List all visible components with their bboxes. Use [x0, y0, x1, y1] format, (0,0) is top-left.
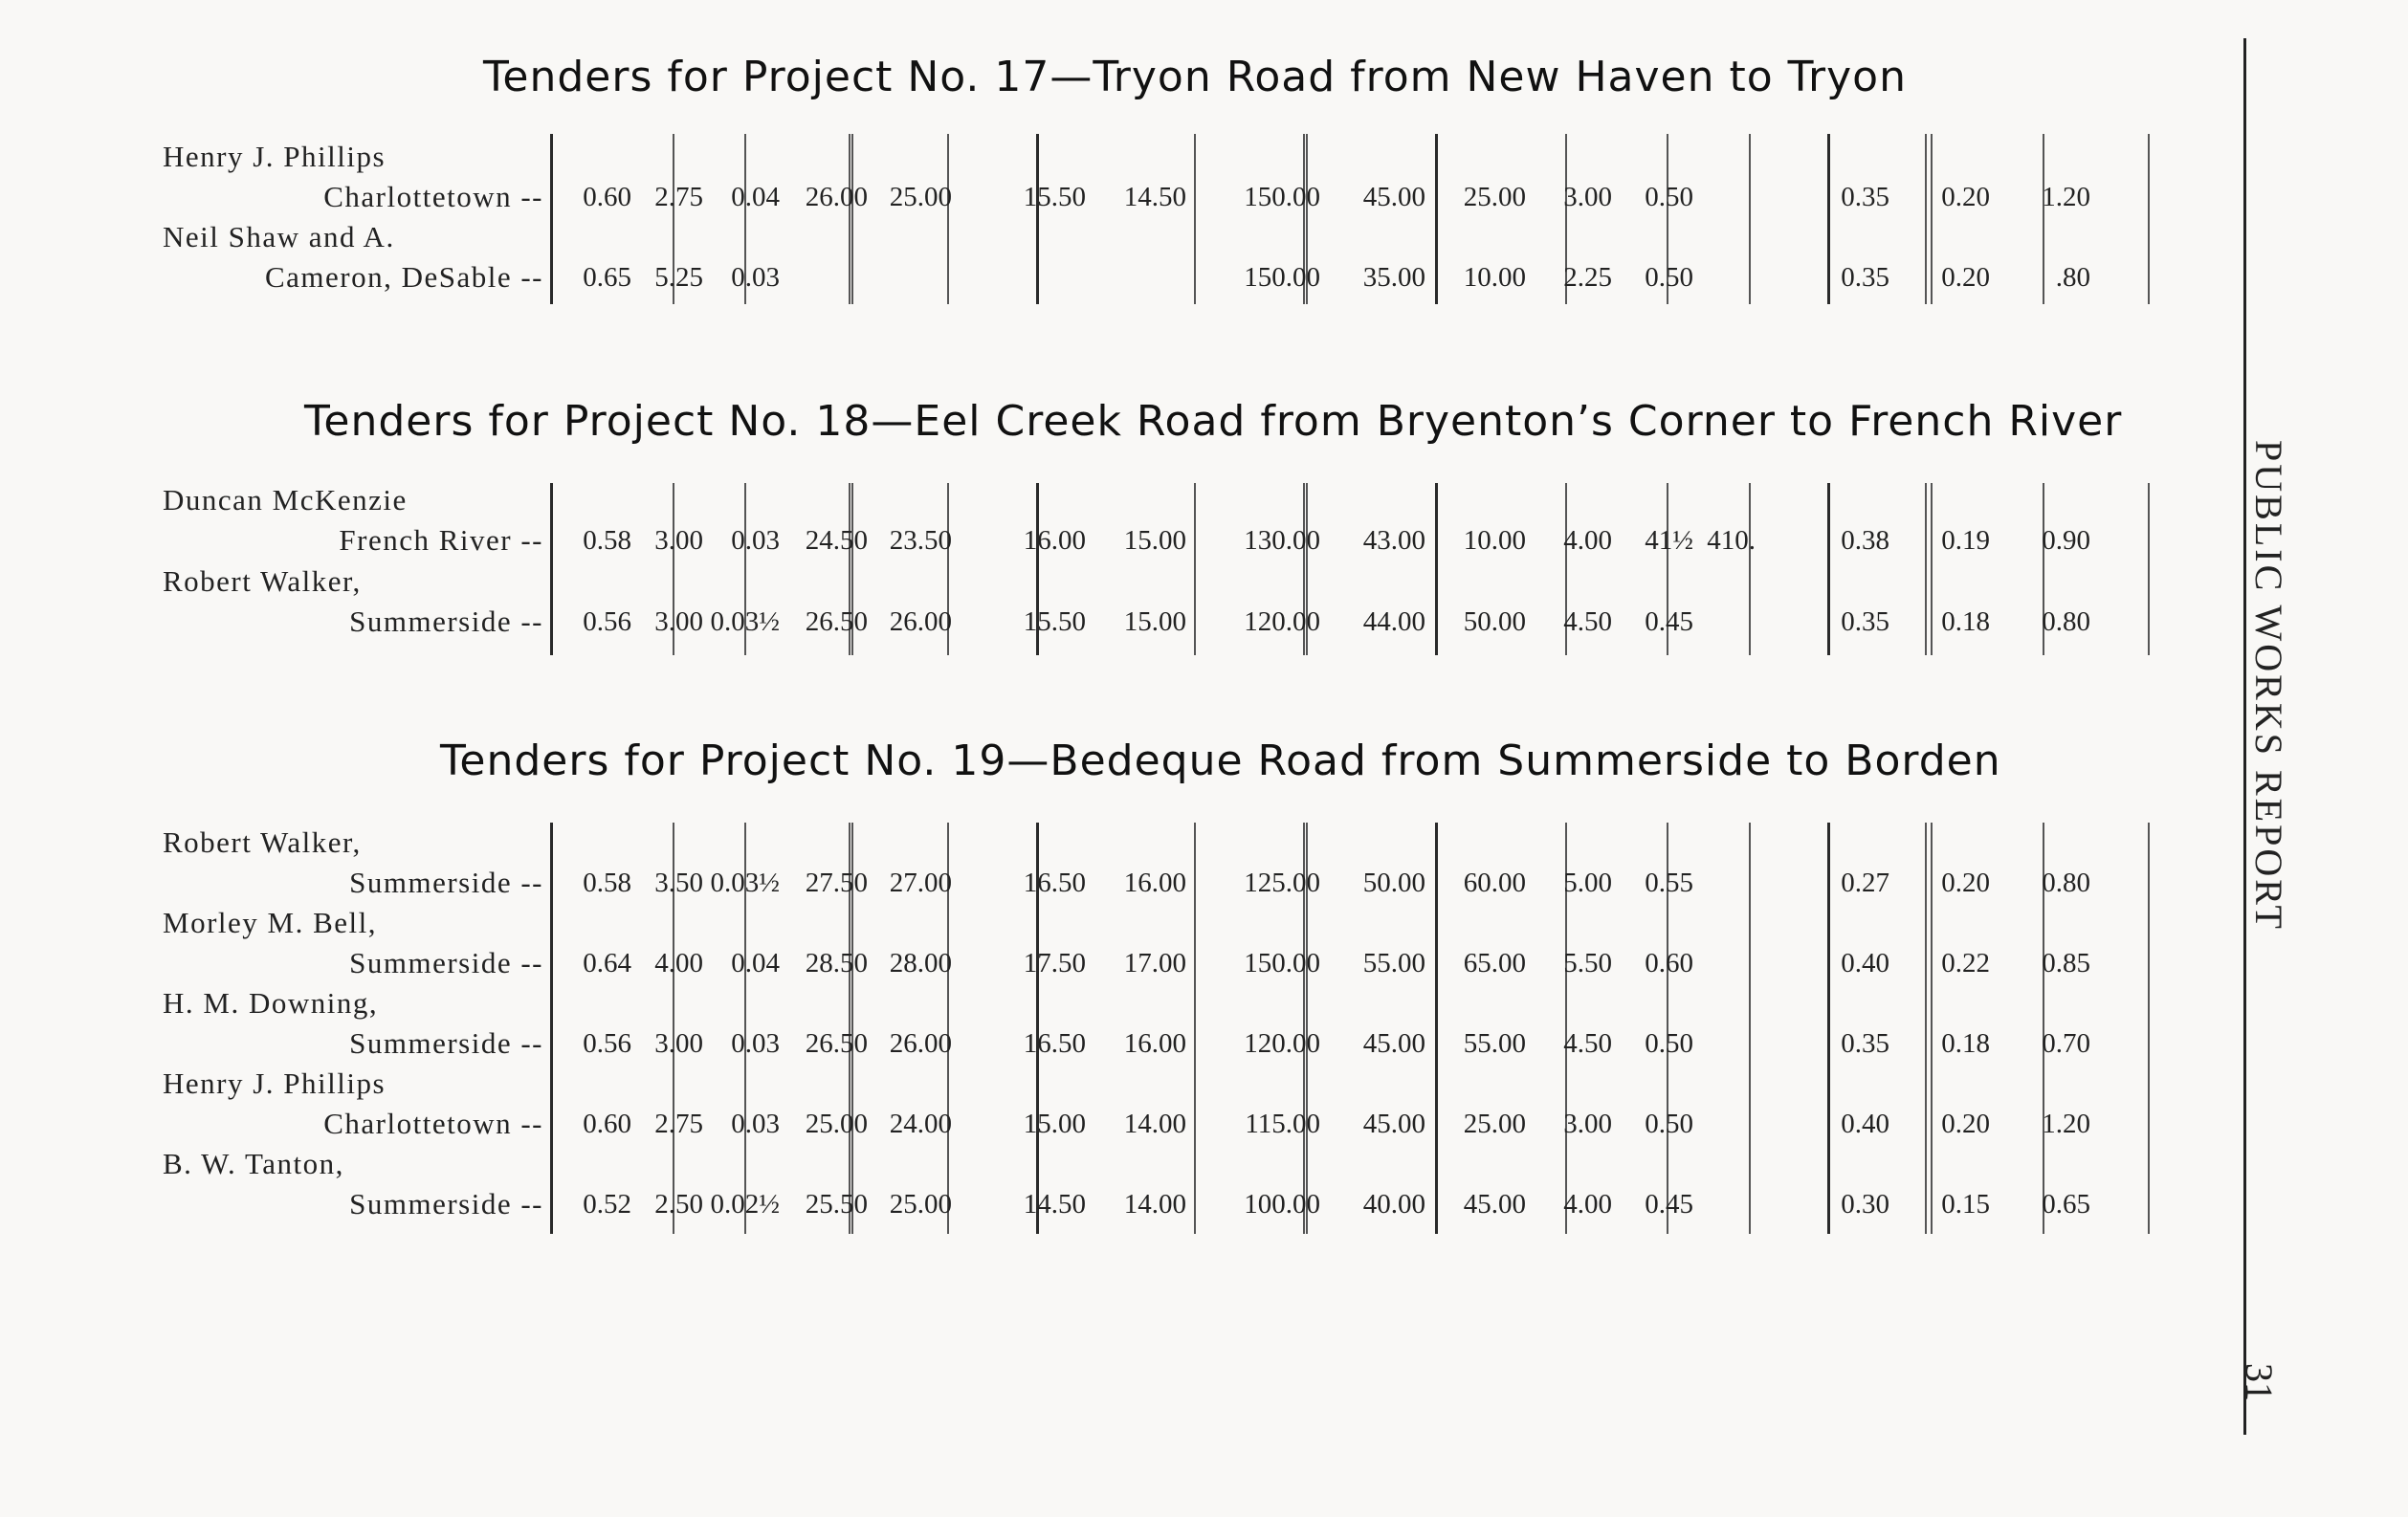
tender-value: 27.50 — [805, 868, 868, 898]
bidder-location: Summerside -- — [349, 946, 543, 979]
tender-value: 1.20 — [2042, 182, 2090, 212]
column-rule — [2148, 134, 2150, 304]
tender-value: 0.18 — [1941, 606, 1990, 637]
column-rule — [550, 134, 553, 304]
tender-value: 0.70 — [2042, 1028, 2090, 1059]
tender-value: 2.75 — [654, 182, 703, 212]
tender-value: 26.00 — [889, 606, 952, 637]
column-rule — [1435, 134, 1438, 304]
tender-value: 45.00 — [1463, 1189, 1526, 1220]
column-rule — [1194, 483, 1196, 655]
column-rule — [1749, 823, 1751, 1234]
tender-value: 24.00 — [889, 1109, 952, 1139]
column-rule — [1931, 483, 1933, 655]
tender-value: 27.00 — [889, 868, 952, 898]
tender-value: 15.00 — [1023, 1109, 1086, 1139]
column-rule — [1925, 134, 1927, 304]
tender-value: 2.50 — [654, 1189, 703, 1220]
section-title: Tenders for Project No. 17—Tryon Road from New Haven to Tryon — [483, 53, 1907, 101]
column-rule — [2148, 483, 2150, 655]
tender-value: 35.00 — [1362, 262, 1425, 293]
column-rule — [550, 483, 553, 655]
bidder-name: Henry J. Phillips — [163, 1066, 387, 1100]
tender-value: 0.50 — [1645, 1109, 1693, 1139]
tender-value: 0.35 — [1841, 1028, 1889, 1059]
tender-value: 4.50 — [1563, 606, 1612, 637]
bidder-name: Morley M. Bell, — [163, 906, 377, 939]
tender-value: 2.25 — [1563, 262, 1612, 293]
tender-value: .80 — [2055, 262, 2090, 293]
bidder-name: Robert Walker, — [163, 825, 362, 859]
bidder-name: Henry J. Phillips — [163, 140, 387, 173]
tender-value: 0.60 — [583, 182, 631, 212]
tender-value: 0.30 — [1841, 1189, 1889, 1220]
tender-value: 16.00 — [1123, 1028, 1186, 1059]
tender-value: 0.56 — [583, 1028, 631, 1059]
tender-value: 0.35 — [1841, 182, 1889, 212]
tender-value: 60.00 — [1463, 868, 1526, 898]
tender-value: 23.50 — [889, 525, 952, 556]
bidder-name: Neil Shaw and A. — [163, 220, 395, 253]
tender-value: 17.50 — [1023, 948, 1086, 978]
tender-value: 100.00 — [1244, 1189, 1320, 1220]
section-title: Tenders for Project No. 19—Bedeque Road from Summerside to Borden — [440, 737, 2001, 785]
column-rule — [1827, 823, 1830, 1234]
tender-value: 50.00 — [1362, 868, 1425, 898]
tender-value: 4.50 — [1563, 1028, 1612, 1059]
tender-value: 0.20 — [1941, 868, 1990, 898]
tender-value: 25.00 — [1463, 182, 1526, 212]
tender-value: 0.58 — [583, 868, 631, 898]
tender-value: 0.02½ — [710, 1189, 780, 1220]
tender-value: 41½ — [1645, 525, 1693, 556]
column-rule — [1435, 823, 1438, 1234]
column-rule — [1749, 134, 1751, 304]
tender-value: 150.00 — [1244, 262, 1320, 293]
tender-value: 0.85 — [2042, 948, 2090, 978]
tender-value: 5.00 — [1563, 868, 1612, 898]
tender-value: 15.50 — [1023, 606, 1086, 637]
tender-value: 3.00 — [654, 1028, 703, 1059]
tender-value: 26.00 — [889, 1028, 952, 1059]
tender-value: 25.00 — [1463, 1109, 1526, 1139]
tender-value: 16.50 — [1023, 868, 1086, 898]
tender-value: 24.50 — [805, 525, 868, 556]
bidder-name: H. M. Downing, — [163, 986, 379, 1020]
tender-value: 0.03 — [731, 525, 780, 556]
tender-value: 150.00 — [1244, 182, 1320, 212]
tender-value: 0.03 — [731, 1028, 780, 1059]
tender-value: 125.00 — [1244, 868, 1320, 898]
tender-value: 120.00 — [1244, 606, 1320, 637]
tender-value: 2.75 — [654, 1109, 703, 1139]
tender-value: 150.00 — [1244, 948, 1320, 978]
tender-value: 3.00 — [1563, 1109, 1612, 1139]
tender-value: 1.20 — [2042, 1109, 2090, 1139]
tender-value: 15.00 — [1123, 606, 1186, 637]
column-rule — [1194, 134, 1196, 304]
tender-value: 5.50 — [1563, 948, 1612, 978]
bidder-location: Cameron, DeSable -- — [264, 260, 543, 294]
tender-value: 16.00 — [1123, 868, 1186, 898]
tender-value: 4.00 — [1563, 1189, 1612, 1220]
column-rule — [1931, 134, 1933, 304]
bidder-name: Duncan McKenzie — [163, 483, 408, 517]
tender-value: 0.03½ — [710, 868, 780, 898]
tender-value: 0.22 — [1941, 948, 1990, 978]
tender-value: 40.00 — [1362, 1189, 1425, 1220]
tender-value: 0.19 — [1941, 525, 1990, 556]
report-title: PUBLIC WORKS REPORT — [2247, 440, 2290, 932]
tender-value: 0.50 — [1645, 1028, 1693, 1059]
tender-value: 26.50 — [805, 606, 868, 637]
column-rule — [1827, 134, 1830, 304]
bidder-location: Charlottetown -- — [323, 1107, 543, 1140]
column-rule — [947, 134, 949, 304]
tender-value: 28.00 — [889, 948, 952, 978]
tender-value: 50.00 — [1463, 606, 1526, 637]
tender-value: 0.03 — [731, 262, 780, 293]
tender-value: 3.50 — [654, 868, 703, 898]
tender-value: 3.00 — [654, 606, 703, 637]
tender-value: 115.00 — [1245, 1109, 1320, 1139]
tender-value: 4.00 — [654, 948, 703, 978]
column-rule — [1925, 823, 1927, 1234]
column-rule — [851, 134, 853, 304]
bidder-location: Charlottetown -- — [323, 180, 543, 213]
tender-value: 25.50 — [805, 1189, 868, 1220]
tender-value: 45.00 — [1362, 182, 1425, 212]
tender-value: 0.03½ — [710, 606, 780, 637]
tender-value: 3.00 — [1563, 182, 1612, 212]
tender-value: 15.50 — [1023, 182, 1086, 212]
bidder-location: French River -- — [339, 523, 543, 557]
tender-value: 0.40 — [1841, 1109, 1889, 1139]
tender-value: 0.03 — [731, 1109, 780, 1139]
tender-value: 4.00 — [1563, 525, 1612, 556]
tender-value: 0.50 — [1645, 262, 1693, 293]
tender-value: 0.45 — [1645, 606, 1693, 637]
tender-value: 43.00 — [1362, 525, 1425, 556]
column-rule — [1931, 823, 1933, 1234]
page-number: 31 — [2238, 1363, 2281, 1401]
bidder-location: Summerside -- — [349, 1026, 543, 1060]
tender-value: 10.00 — [1463, 262, 1526, 293]
bidder-name: B. W. Tanton, — [163, 1147, 344, 1180]
tender-value: 0.35 — [1841, 262, 1889, 293]
tender-value: 0.55 — [1645, 868, 1693, 898]
tender-value: 45.00 — [1362, 1028, 1425, 1059]
tender-value: 45.00 — [1362, 1109, 1425, 1139]
tender-value: 0.80 — [2042, 868, 2090, 898]
section-title: Tenders for Project No. 18—Eel Creek Road from Bryenton’s Corner to French River — [304, 397, 2123, 446]
tender-value: 0.60 — [583, 1109, 631, 1139]
tender-value: 410. — [1707, 525, 1756, 556]
column-rule — [1194, 823, 1196, 1234]
tender-value: 0.56 — [583, 606, 631, 637]
tender-value: 0.65 — [2042, 1189, 2090, 1220]
column-rule — [849, 134, 851, 304]
column-rule — [2043, 134, 2044, 304]
tender-value: 0.20 — [1941, 1109, 1990, 1139]
tender-value: 0.20 — [1941, 262, 1990, 293]
tender-value: 0.52 — [583, 1189, 631, 1220]
bidder-location: Summerside -- — [349, 866, 543, 899]
tender-value: 0.64 — [583, 948, 631, 978]
tender-value: 28.50 — [805, 948, 868, 978]
tender-value: 15.00 — [1123, 525, 1186, 556]
tender-value: 0.80 — [2042, 606, 2090, 637]
column-rule — [550, 823, 553, 1234]
tender-value: 130.00 — [1244, 525, 1320, 556]
bidder-name: Robert Walker, — [163, 564, 362, 598]
tender-value: 17.00 — [1123, 948, 1186, 978]
tender-value: 55.00 — [1463, 1028, 1526, 1059]
column-rule — [1749, 483, 1751, 655]
tender-value: 0.58 — [583, 525, 631, 556]
tender-value: 0.90 — [2042, 525, 2090, 556]
column-rule — [1435, 483, 1438, 655]
tender-value: 0.65 — [583, 262, 631, 293]
tender-value: 25.00 — [889, 182, 952, 212]
tender-value: 0.60 — [1645, 948, 1693, 978]
tender-value: 14.50 — [1023, 1189, 1086, 1220]
tender-value: 44.00 — [1362, 606, 1425, 637]
tender-value: 0.35 — [1841, 606, 1889, 637]
tender-value: 25.00 — [889, 1189, 952, 1220]
tender-value: 0.04 — [731, 182, 780, 212]
tender-value: 0.45 — [1645, 1189, 1693, 1220]
tender-value: 0.15 — [1941, 1189, 1990, 1220]
tender-value: 0.20 — [1941, 182, 1990, 212]
tender-value: 25.00 — [805, 1109, 868, 1139]
tender-value: 0.40 — [1841, 948, 1889, 978]
tender-value: 0.50 — [1645, 182, 1693, 212]
tender-value: 14.00 — [1123, 1189, 1186, 1220]
column-rule — [1827, 483, 1830, 655]
tender-value: 0.18 — [1941, 1028, 1990, 1059]
tender-value: 5.25 — [654, 262, 703, 293]
tender-value: 14.50 — [1123, 182, 1186, 212]
tender-value: 3.00 — [654, 525, 703, 556]
tender-value: 65.00 — [1463, 948, 1526, 978]
tender-value: 55.00 — [1362, 948, 1425, 978]
tender-value: 26.50 — [805, 1028, 868, 1059]
column-rule — [1925, 483, 1927, 655]
bidder-location: Summerside -- — [349, 1187, 543, 1220]
tender-value: 10.00 — [1463, 525, 1526, 556]
tender-value: 120.00 — [1244, 1028, 1320, 1059]
tender-value: 0.38 — [1841, 525, 1889, 556]
tender-value: 16.50 — [1023, 1028, 1086, 1059]
column-rule — [2148, 823, 2150, 1234]
column-rule — [1036, 134, 1039, 304]
tender-value: 16.00 — [1023, 525, 1086, 556]
tender-value: 0.04 — [731, 948, 780, 978]
tender-value: 26.00 — [805, 182, 868, 212]
bidder-location: Summerside -- — [349, 605, 543, 638]
tender-value: 14.00 — [1123, 1109, 1186, 1139]
tender-value: 0.27 — [1841, 868, 1889, 898]
